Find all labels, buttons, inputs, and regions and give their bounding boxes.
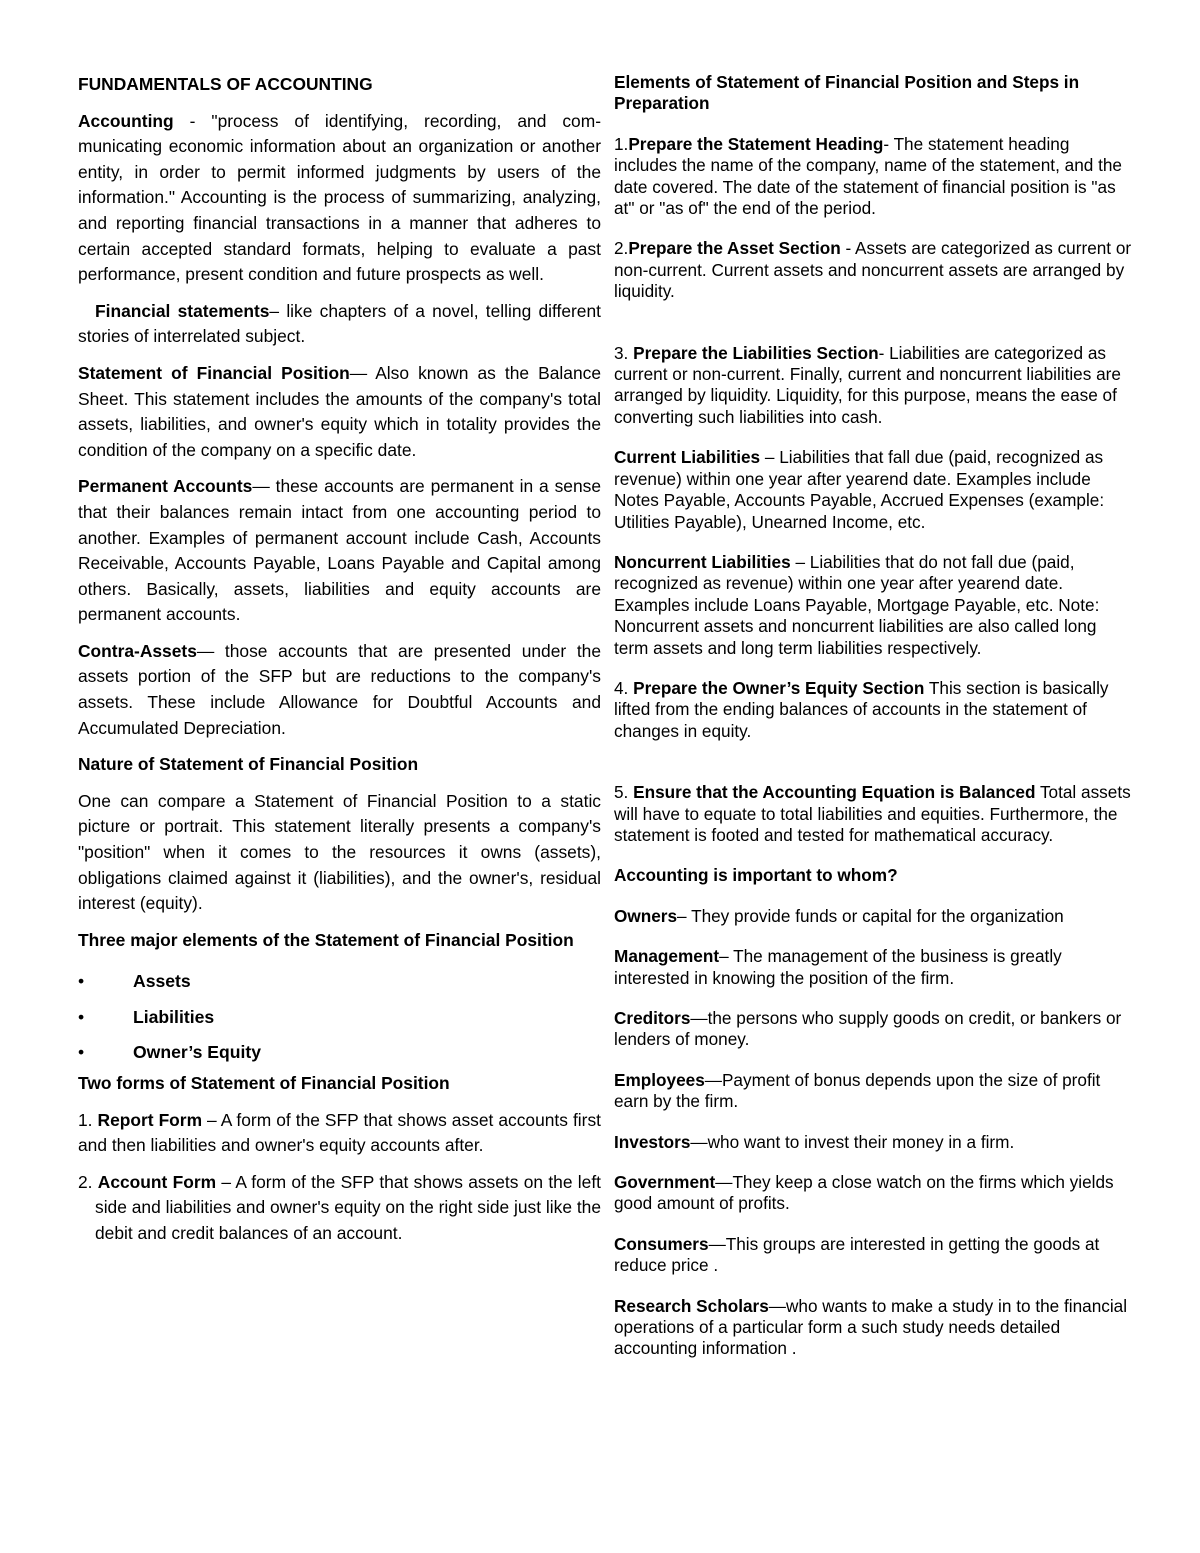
- user-government: Government—They keep a close watch on the firms which yields good amount of profits.: [614, 1172, 1114, 1214]
- nature-text: One can compare a Statement of Financial Position to a static picture or portrait. This statement literally presents a company's "position" when it comes to the resources it owns (assets), obligations claimed against it (liabilities), and the owner's, residual interest (equity).: [78, 790, 601, 914]
- elements-steps-title: Elements of Statement of Financial Position and Steps in Preparation: [614, 72, 1080, 114]
- list-item: • Owner’s Equity: [78, 1035, 601, 1071]
- term-permanent-accounts: Permanent Accounts: [78, 476, 253, 497]
- user-research-scholars: Research Scholars—who wants to make a study in to the financial operations of a particular form a such study needs detailed accounting information .: [614, 1295, 1128, 1359]
- user-consumers: Consumers—This groups are interested in getting the goods at reduce price .: [614, 1233, 1100, 1276]
- elements-list: [78, 964, 601, 1071]
- account-form-item: 2. Account Form – A form of the SFP that shows assets on the left side and liabilities and owner's equity on the right side just like the debit and credit balances of an account.: [78, 1171, 602, 1243]
- report-form-item: 1. Report Form – A form of the SFP that shows asset accounts first and then liabilities and owner's equity accounts after.: [78, 1109, 601, 1156]
- step-5: 5. Ensure that the Accounting Equation is Balanced Total assets will have to equate to total liabilities and equities. Furthermore, the statement is footed and tested for mathematical accuracy.: [614, 782, 1131, 845]
- page-title: FUNDAMENTALS OF ACCOUNTING: [78, 74, 373, 94]
- user-investors: Investors—who want to invest their money in a firm.: [614, 1131, 1015, 1152]
- three-elements-title: Three major elements of the Statement of Financial Position: [78, 929, 574, 950]
- bullet-icon: •: [78, 1042, 85, 1063]
- contra-assets-definition: Contra-Assets— those accounts that are presented under the assets portion of the SFP but are reductions to the company's assets. These include Allowance for Doubtful Accounts and Accumulated Depreciation.: [78, 640, 601, 738]
- term-step-3: Prepare the Liabilities Section: [633, 342, 879, 363]
- whom-title: Accounting is important to whom?: [614, 865, 898, 886]
- term-sfp: Statement of Financial Position: [78, 362, 350, 383]
- step-4: 4. Prepare the Owner’s Equity Section This section is basically lifted from the ending balances of accounts in the statement of changes in equity.: [614, 677, 1109, 741]
- term-step-4: Prepare the Owner’s Equity Section: [633, 677, 925, 698]
- financial-statements-definition: Financial statements– like chapters of a novel, telling different stories of interrelated subject.: [78, 300, 601, 347]
- term-financial-statements: Financial statements: [95, 300, 270, 321]
- right-column: [614, 72, 1132, 1379]
- permanent-accounts-definition: Permanent Accounts— these accounts are permanent in a sense that their balances remain intact from one accounting period to another. Examples of permanent account include Cash, Accounts Receivable, Accounts Payable, Loans Payable and Capital among others. Basically, assets, liabilities and equity accounts are permanent accounts.: [78, 476, 601, 625]
- step-1: 1.Prepare the Statement Heading- The statement heading includes the name of the company, name of the statement, and the date covered. The date of the statement of financial position is "as at" or "as of" the end of the period.: [614, 133, 1122, 219]
- nature-title: Nature of Statement of Financial Position: [78, 754, 419, 775]
- term-noncurrent-liabilities: Noncurrent Liabilities: [614, 551, 791, 572]
- two-forms-title: Two forms of Statement of Financial Position: [78, 1072, 450, 1093]
- current-liabilities: Current Liabilities – Liabilities that fall due (paid, recognized as revenue) within one year after yearend date. Examples include Notes Payable, Accounts Payable, Accrued Expenses (example: Utilities Payable), Unearned Income, etc.: [614, 447, 1105, 532]
- bullet-icon: •: [78, 971, 85, 992]
- term-step-1: Prepare the Statement Heading: [628, 133, 884, 154]
- left-column: [78, 72, 601, 1257]
- user-employees: Employees—Payment of bonus depends upon the size of profit earn by the firm.: [614, 1069, 1101, 1112]
- accounting-definition: Accounting - "process of identifying, recording, and communicating economic information about an organization or another entity, in order to permit informed judgments by users of the information." Accounting is the process of summarizing, analyzing, and reporting financial transactions in a manner that adheres to certain accepted standard formats, helping to evaluate a past performance, present condition and future prospects as well.: [78, 110, 601, 285]
- term-current-liabilities: Current Liabilities: [614, 447, 761, 468]
- user-management: Management– The management of the business is greatly interested in knowing the position of the firm.: [614, 946, 1062, 988]
- user-creditors: Creditors—the persons who supply goods on credit, or bankers or lenders of money.: [614, 1008, 1122, 1050]
- sfp-definition: Statement of Financial Position— Also known as the Balance Sheet. This statement includes the amounts of the company's total assets, liabilities, and owner's equity which in totality provides the condition of the company on a specific date.: [78, 362, 602, 460]
- term-step-5: Ensure that the Accounting Equation is Balanced: [633, 782, 1036, 803]
- user-owners: Owners– They provide funds or capital for the organization: [614, 905, 1064, 926]
- term-report-form: Report Form: [97, 1109, 203, 1130]
- bullet-icon: •: [78, 1006, 85, 1027]
- step-3: 3. Prepare the Liabilities Section- Liabilities are categorized as current or non-current. Finally, current and noncurrent liabilities are arranged by liquidity. Liquidity, for this purpose, means the ease of converting such liabilities into cash.: [614, 342, 1121, 427]
- step-2: 2.Prepare the Asset Section - Assets are categorized as current or non-current. Current assets and noncurrent assets are arranged by liquidity.: [614, 238, 1132, 302]
- list-item: • Liabilities: [78, 1000, 601, 1036]
- term-account-form: Account Form: [97, 1171, 217, 1192]
- term-accounting: Accounting: [78, 110, 174, 131]
- list-item: • Assets: [78, 964, 601, 1000]
- noncurrent-liabilities: Noncurrent Liabilities – Liabilities that do not fall due (paid, recognized as revenue) within one year after yearend date. Examples include Loans Payable, Mortgage Payable, etc. Note: Noncurrent assets and noncurrent liabilities are also called long term assets and long term liabilities respectively.: [614, 551, 1100, 658]
- term-contra-assets: Contra-Assets: [78, 640, 197, 661]
- term-step-2: Prepare the Asset Section: [628, 238, 841, 259]
